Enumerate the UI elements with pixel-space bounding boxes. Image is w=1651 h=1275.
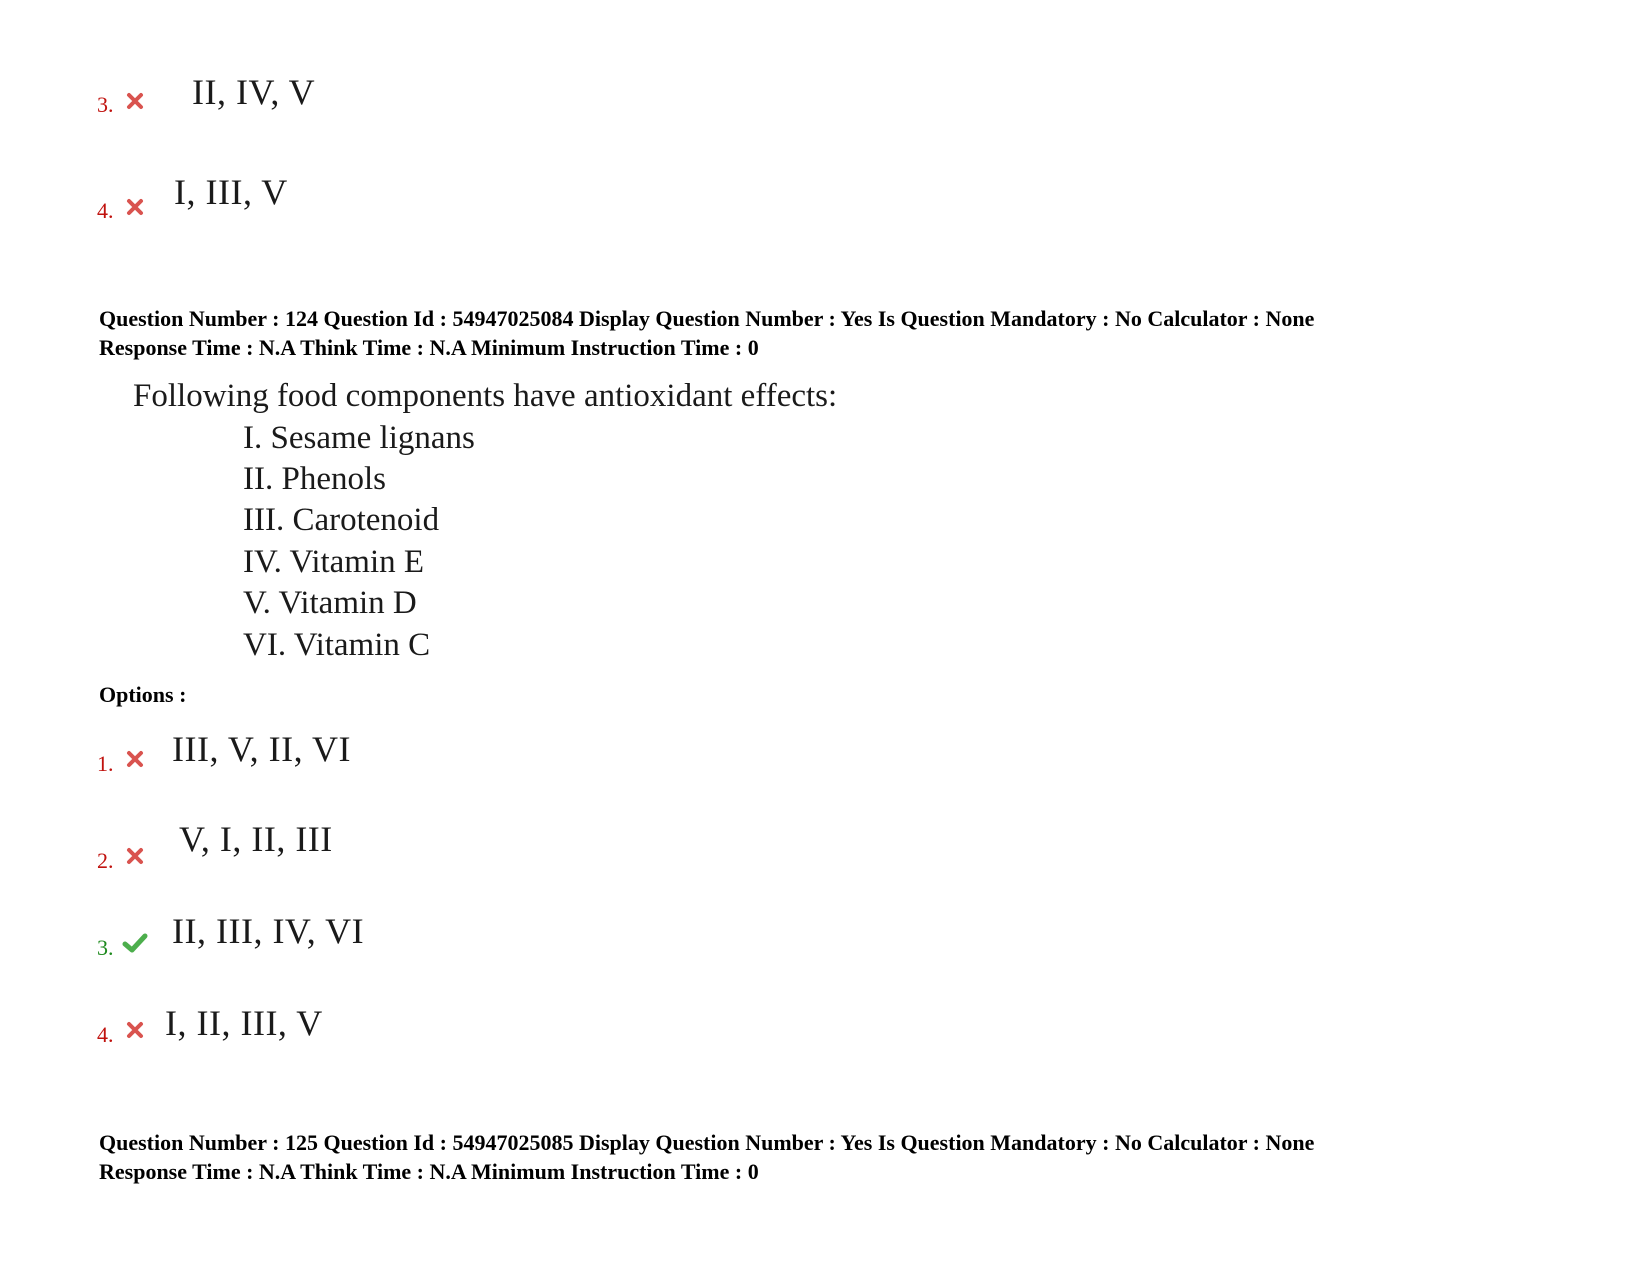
option-number: 4. [97, 1022, 114, 1047]
question-124-header-line1: Question Number : 124 Question Id : 54947025084 Display Question Number : Yes Is Question Mandatory : No Calculator : None [99, 306, 1315, 331]
checkmark-icon [122, 932, 148, 954]
cross-icon [125, 197, 145, 217]
stem-text: Following food components have antioxidant effects: [133, 378, 838, 414]
cross-icon [125, 1020, 145, 1040]
option-text: V, I, II, III [179, 819, 333, 859]
question-124-header-line2: Response Time : N.A Think Time : N.A Minimum Instruction Time : 0 [99, 335, 759, 360]
stem-item: III. Carotenoid [243, 502, 440, 538]
option-text: II, III, IV, VI [172, 911, 365, 951]
option-text: I, III, V [174, 172, 288, 212]
stem-item: V. Vitamin D [243, 585, 417, 621]
option-text: II, IV, V [192, 72, 316, 112]
cross-icon [125, 846, 145, 866]
option-number: 4. [97, 198, 114, 223]
option-text: I, II, III, V [165, 1003, 323, 1043]
option-text: III, V, II, VI [172, 729, 351, 769]
stem-item: VI. Vitamin C [243, 627, 431, 663]
option-number: 1. [97, 751, 114, 776]
option-number: 2. [97, 848, 114, 873]
option-number: 3. [97, 935, 114, 960]
stem-item: IV. Vitamin E [243, 544, 425, 580]
cross-icon [125, 749, 145, 769]
question-125-header-line2: Response Time : N.A Think Time : N.A Minimum Instruction Time : 0 [99, 1159, 759, 1184]
options-label: Options : [99, 682, 187, 707]
stem-item: II. Phenols [243, 461, 386, 497]
question-125-header-line1: Question Number : 125 Question Id : 54947025085 Display Question Number : Yes Is Question Mandatory : No Calculator : None [99, 1130, 1315, 1155]
stem-item: I. Sesame lignans [243, 420, 475, 456]
cross-icon [125, 91, 145, 111]
option-number: 3. [97, 92, 114, 117]
